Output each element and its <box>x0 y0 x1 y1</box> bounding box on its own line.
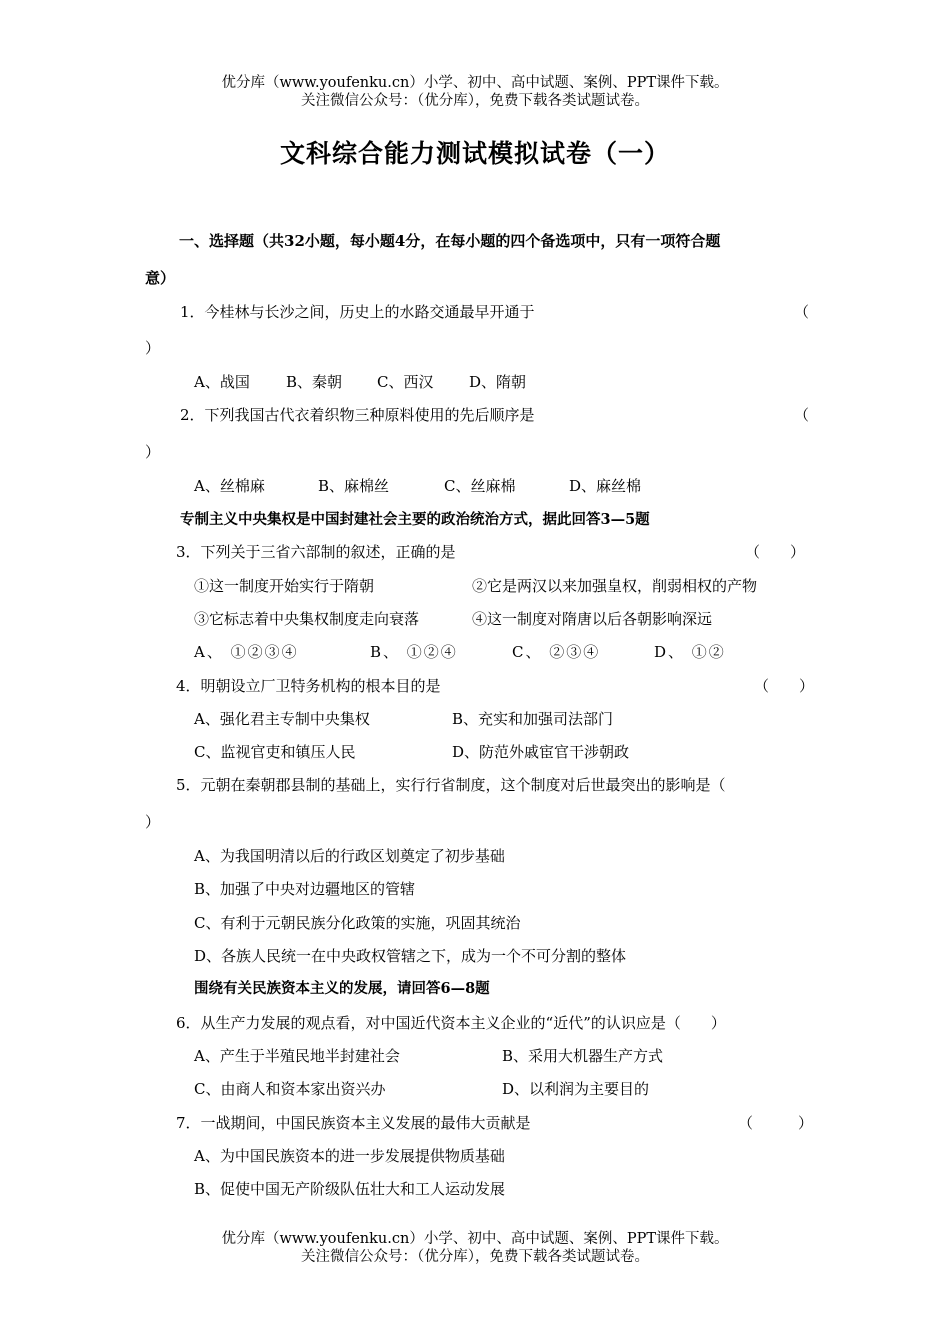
question-4-option-a: A、强化君主专制中央集权 <box>194 710 370 728</box>
question-5-option-d: D、各族人民统一在中央政权管辖之下，成为一个不可分割的整体 <box>194 947 627 965</box>
question-5-paren-close: ） <box>145 813 161 831</box>
group-instruction-1: 专制主义中央集权是中国封建社会主要的政治统治方式，据此回答3—5题 <box>180 511 650 528</box>
question-3-option-c: C、 ②③④ <box>512 643 601 661</box>
question-1-option-d: D、隋朝 <box>469 373 527 391</box>
question-2-option-a: A、丝棉麻 <box>194 477 265 495</box>
question-7-option-b: B、促使中国无产阶级队伍壮大和工人运动发展 <box>194 1180 506 1198</box>
question-1-paren-open: （ <box>794 303 810 321</box>
question-1-option-c: C、西汉 <box>377 373 434 391</box>
question-6-stem: 6．从生产力发展的观点看，对中国近代资本主义企业的“近代”的认识应是（ ） <box>176 1014 726 1032</box>
question-3-paren: （ ） <box>745 543 806 561</box>
question-4-option-b: B、充实和加强司法部门 <box>452 710 614 728</box>
question-3-option-b: B、 ①②④ <box>370 643 458 661</box>
footer-line-2: 关注微信公众号：（优分库），免费下载各类试题试卷。 <box>301 1249 649 1265</box>
question-5-option-c: C、有利于元朝民族分化政策的实施，巩固其统治 <box>194 914 521 932</box>
question-6-option-a: A、产生于半殖民地半封建社会 <box>194 1047 400 1065</box>
footer-line-1: 优分库（www.youfenku.cn）小学、初中、高中试题、案例、PPT课件下载。 <box>221 1231 729 1247</box>
document-title: 文科综合能力测试模拟试卷（一） <box>279 139 670 168</box>
group-instruction-2: 围绕有关民族资本主义的发展，请回答6—8题 <box>194 980 490 997</box>
question-1-stem: 1．今桂林与长沙之间，历史上的水路交通最早开通于 <box>180 303 535 321</box>
question-6-option-c: C、由商人和资本家出资兴办 <box>194 1080 386 1098</box>
header-line-1: 优分库（www.youfenku.cn）小学、初中、高中试题、案例、PPT课件下载。 <box>221 75 729 91</box>
question-3-stem: 3．下列关于三省六部制的叙述，正确的是 <box>176 543 456 561</box>
question-5-stem: 5．元朝在秦朝郡县制的基础上，实行行省制度，这个制度对后世最突出的影响是（ <box>176 776 726 794</box>
question-2-option-c: C、丝麻棉 <box>444 477 516 495</box>
question-5-option-b: B、加强了中央对边疆地区的管辖 <box>194 880 416 898</box>
question-1-option-a: A、战国 <box>194 373 250 391</box>
question-7-option-a: A、为中国民族资本的进一步发展提供物质基础 <box>194 1147 505 1165</box>
section-heading-cont: 意） <box>145 269 176 287</box>
header-line-2: 关注微信公众号：（优分库），免费下载各类试题试卷。 <box>301 93 649 109</box>
question-7-stem: 7．一战期间，中国民族资本主义发展的最伟大贡献是 <box>176 1114 531 1132</box>
question-6-option-d: D、以利润为主要目的 <box>502 1080 650 1098</box>
question-2-paren-open: （ <box>794 406 810 424</box>
question-4-option-d: D、防范外戚宦官干涉朝政 <box>452 743 630 761</box>
question-4-paren: （ ） <box>754 677 815 695</box>
question-3-option-d: D、 ①② <box>654 643 726 661</box>
question-3-option-a: A、 ①②③④ <box>194 643 299 661</box>
section-heading: 一、选择题（共32小题，每小题4分，在每小题的四个备选项中，只有一项符合题 <box>179 232 721 250</box>
question-4-stem: 4．明朝设立厂卫特务机构的根本目的是 <box>176 677 441 695</box>
question-7-paren: （ ） <box>738 1114 814 1132</box>
question-3-item-4: ④这一制度对隋唐以后各朝影响深远 <box>472 610 713 628</box>
question-2-option-b: B、麻棉丝 <box>318 477 390 495</box>
question-2-option-d: D、麻丝棉 <box>569 477 642 495</box>
question-2-stem: 2．下列我国古代衣着织物三种原料使用的先后顺序是 <box>180 406 535 424</box>
question-3-item-3: ③它标志着中央集权制度走向衰落 <box>194 610 420 628</box>
question-2-paren-close: ） <box>145 443 161 461</box>
question-6-option-b: B、采用大机器生产方式 <box>502 1047 664 1065</box>
question-3-item-1: ①这一制度开始实行于隋朝 <box>194 577 375 595</box>
question-1-option-b: B、秦朝 <box>286 373 343 391</box>
question-4-option-c: C、监视官吏和镇压人民 <box>194 743 356 761</box>
question-5-option-a: A、为我国明清以后的行政区划奠定了初步基础 <box>194 847 505 865</box>
question-3-item-2: ②它是两汉以来加强皇权，削弱相权的产物 <box>472 577 758 595</box>
question-1-paren-close: ） <box>145 339 161 357</box>
